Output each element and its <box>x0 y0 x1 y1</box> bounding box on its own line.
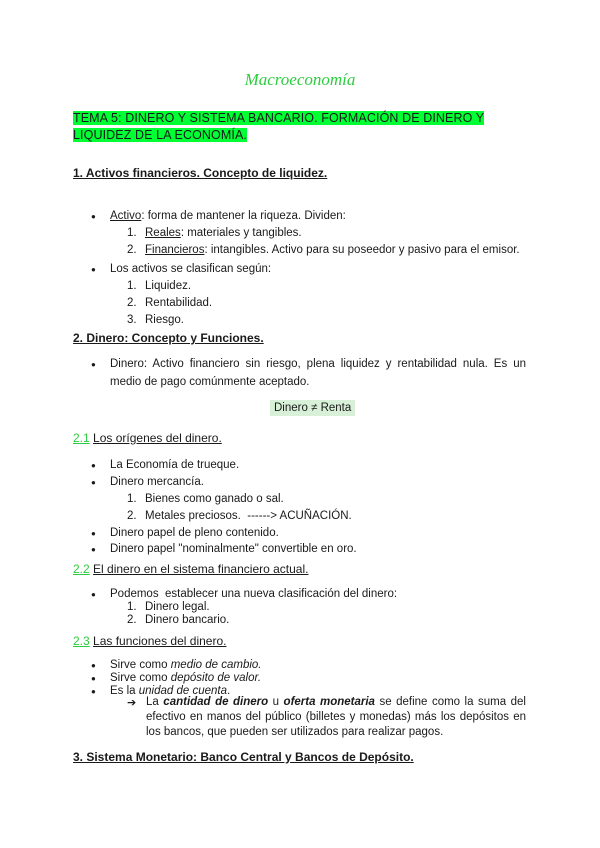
subsection-2-1-heading: 2.1 Los orígenes del dinero. <box>73 431 222 445</box>
section-2-heading: 2. Dinero: Concepto y Funciones. <box>73 331 264 345</box>
list-item: ● Podemos establecer una nueva clasificación del dinero: <box>110 586 397 602</box>
list-item: Rentabilidad. <box>145 297 213 309</box>
section-1-heading: 1. Activos financieros. Concepto de liquidez. <box>73 166 328 180</box>
list-item: Dinero bancario. <box>145 614 230 626</box>
list-item: Liquidez. <box>145 280 192 292</box>
list-item: ● Dinero papel "nominalmente" convertible en oro. <box>110 541 357 557</box>
subsection-2-2-heading: 2.2 El dinero en el sistema financiero actual. <box>73 562 309 576</box>
document-title: Macroeconomía <box>244 70 356 89</box>
list-item: ● Sirve como medio de cambio. <box>110 657 262 673</box>
list-item: ● Dinero papel de pleno contenido. <box>110 525 279 541</box>
list-item: Dinero legal. <box>145 601 210 613</box>
list-item: ● Los activos se clasifican según: <box>110 261 271 277</box>
list-item: Financieros: intangibles. Activo para su poseedor y pasivo para el emisor. <box>145 244 520 256</box>
list-item: ● La Economía de trueque. <box>110 457 239 473</box>
subsection-2-3-heading: 2.3 Las funciones del dinero. <box>73 634 227 648</box>
list-item: ● Es la unidad de cuenta. <box>110 683 230 699</box>
list-item: Bienes como ganado o sal. <box>145 493 284 505</box>
list-item: Metales preciosos. ------> ACUÑACIÓN. <box>145 510 352 522</box>
oferta-monetaria-definition: La cantidad de dinero u oferta monetaria se define como la suma del efectivo en manos del público (billetes y monedas) más los depósitos en los bancos, que pueden ser utilizados para realizar pagos. <box>146 696 526 738</box>
tema-heading: TEMA 5: DINERO Y SISTEMA BANCARIO. FORMACIÓN DE DINERO Y LIQUIDEZ DE LA ECONOMÍA. <box>73 111 485 142</box>
list-item: ● Activo: forma de mantener la riqueza. Dividen: <box>110 208 346 224</box>
list-item: Reales: materiales y tangibles. <box>145 227 302 239</box>
list-item: ● Dinero mercancía. <box>110 474 204 490</box>
list-item: ● Sirve como depósito de valor. <box>110 670 261 686</box>
arrow-icon: ➔ <box>127 697 137 709</box>
dinero-renta-callout: Dinero ≠ Renta <box>270 400 355 416</box>
dinero-definition: ● Dinero: Activo financiero sin riesgo, plena liquidez y rentabilidad nula. Es un medio de pago comúnmente aceptado. <box>110 355 526 391</box>
section-3-heading: 3. Sistema Monetario: Banco Central y Bancos de Depósito. <box>73 750 414 764</box>
list-item: Riesgo. <box>145 314 184 326</box>
